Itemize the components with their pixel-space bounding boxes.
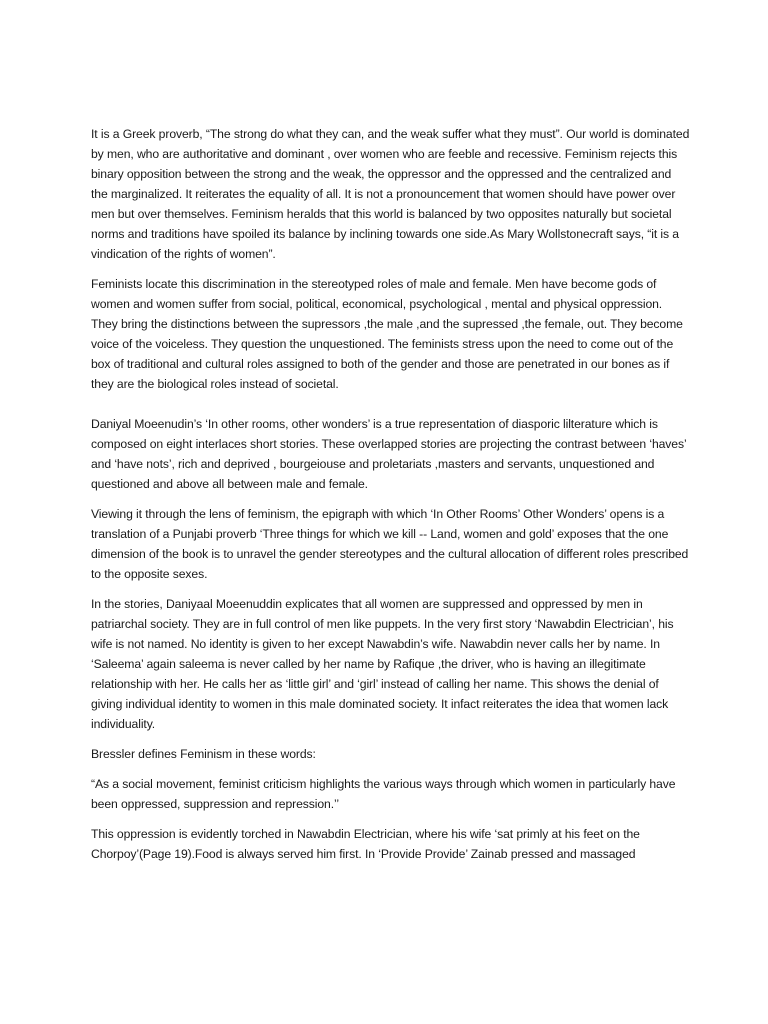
paragraph-bressler: Bressler defines Feminism in these words: bbox=[91, 747, 316, 761]
paragraph-moeenudin-intro: Daniyal Moeenudin’s ‘In other rooms, other wonders’ is a true representation of diasporic lilterature which is composed on eight interlaces short stories. These overlapped stories are projecting the contrast between ‘haves’ and ‘have nots’, rich and deprived , bourgeiouse and proletariats ,masters and servants, unquestioned and questioned and above all between male and female. bbox=[91, 417, 687, 491]
paragraph-stories: In the stories, Daniyaal Moeenuddin explicates that all women are suppressed and oppressed by men in patriarchal society. They are in full control of men like puppets. In the very first story ‘Nawabdin Electrician’, his wife is not named. No identity is given to her except Nawabdin’s wife. Nawabdin never calls her by name. In ‘Saleema’ again saleema is never called by her name by Rafique ,the driver, who is having an illegitimate relationship with her. He calls her as ‘little girl’ and ‘girl’ instead of calling her name. This shows the denial of giving individual identity to women in this male dominated society. It infact reiterates the idea that women lack individuality. bbox=[91, 597, 674, 731]
paragraph-quote: “As a social movement, feminist criticism highlights the various ways through which women in particularly have been oppressed, suppression and repression.’’ bbox=[91, 777, 676, 811]
paragraph-greek-proverb: It is a Greek proverb, “The strong do what they can, and the weak suffer what they must”. Our world is dominated by men, who are authoritative and dominant , over women who are feeble and recessive. Feminism rejects this binary opposition between the strong and the weak, the oppressor and the oppressed and the centralized and the marginalized. It reiterates the equality of all. It is not a pronouncement that women should have power over men but over themselves. Feminism heralds that this world is balanced by two opposites naturally but societal norms and traditions have spoiled its balance by inclining towards one side.As Mary Wollstonecraft says, “it is a vindication of the rights of women”. bbox=[91, 127, 690, 261]
paragraph-epigraph: Viewing it through the lens of feminism, the epigraph with which ‘In Other Rooms’ Other Wonders’ opens is a translation of a Punjabi proverb ‘Three things for which we kill -- Land, women and gold’ exposes that the one dimension of the book is to unravel the gender stereotypes and the cultural allocation of different roles prescribed to the opposite sexes. bbox=[91, 507, 689, 581]
paragraph-oppression: This oppression is evidently torched in Nawabdin Electrician, where his wife ‘sat primly at his feet on the Chorpoy’(Page 19).Food is always served him first. In ‘Provide Provide’ Zainab pressed and massaged bbox=[91, 827, 640, 861]
paragraph-feminists-locate: Feminists locate this discrimination in the stereotyped roles of male and female. Men have become gods of women and women suffer from social, political, economical, psychological , mental and physical oppression. They bring the distinctions between the supressors ,the male ,and the supressed ,the female, out. They become voice of the voiceless. They question the unquestioned. The feminists stress upon the need to come out of the box of traditional and cultural roles assigned to both of the gender and those are penetrated in our bones as if they are the biological roles instead of societal. bbox=[91, 277, 683, 391]
document-page bbox=[91, 124, 691, 874]
